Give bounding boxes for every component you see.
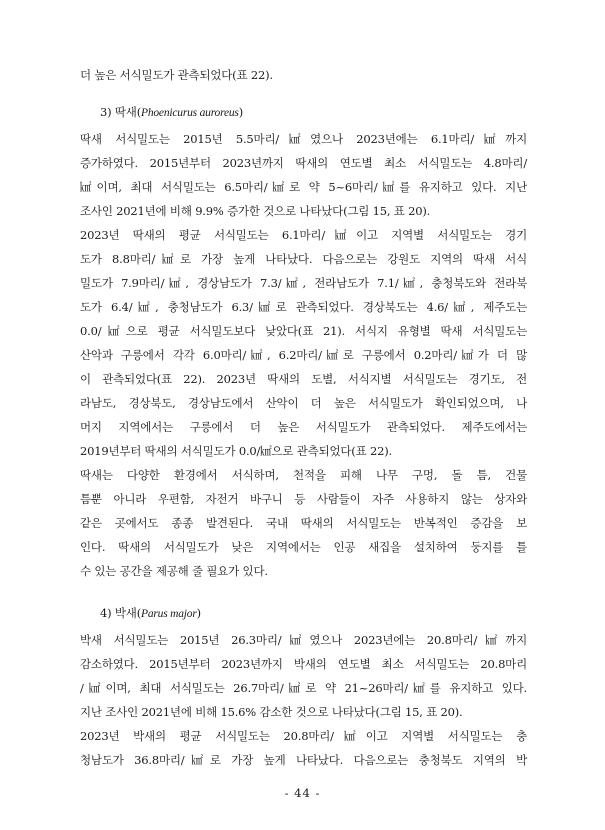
section-3-heading: 3) 딱새(Phoenicurus auroreus) — [100, 105, 243, 119]
s3-p2-line-9: 머지 지역에서는 구릉에서 더 높은 서식밀도가 관측되었다. 제주도에서는 — [80, 420, 527, 434]
s3-p3-line-4: 인다. 딱새의 서식밀도가 낮은 지역에서는 인공 새집을 설치하여 둥지를 틀 — [80, 540, 527, 554]
s3-p3-line-3: 같은 곳에서도 종종 발견된다. 국내 딱새의 서식밀도는 반복적인 증감을 보 — [80, 516, 527, 530]
s3-p3-line-1: 딱새는 다양한 환경에서 서식하며, 천적을 피해 나무 구멍, 돌 틈, 건물 — [80, 468, 527, 482]
section-3-latin: Phoenicurus auroreus — [141, 107, 239, 119]
section-4-name: 박새 — [114, 606, 137, 620]
section-3-name: 딱새 — [114, 105, 137, 119]
s3-p2-line-3: 밀도가 7.9마리/㎢, 경상남도가 7.3/㎢, 전라남도가 7.1/㎢, 충청북도와 전라북 — [80, 276, 527, 290]
s4-p1-line-1: 박새 서식밀도는 2015년 26.3마리/㎢였으나 2023년에는 20.8마리/㎢까지 — [80, 633, 527, 647]
s3-p2-line-2: 도가 8.8마리/㎢로 가장 높게 나타났다. 다음으로는 강원도 지역의 딱새 서식 — [80, 252, 527, 266]
s3-p2-line-1: 2023년 딱새의 평균 서식밀도는 6.1마리/㎢이고 지역별 서식밀도는 경기 — [80, 228, 527, 242]
s3-p2-line-7: 이 관측되었다(표 22). 2023년 딱새의 도별, 서식지별 서식밀도는 경기도, 전 — [80, 372, 527, 386]
s3-p1-line-1: 딱새 서식밀도는 2015년 5.5마리/㎢였으나 2023년에는 6.1마리/㎢까지 — [80, 132, 527, 146]
page-number: - 44 - — [284, 786, 321, 800]
s3-p2-line-4: 도가 6.4/㎢, 충청남도가 6.3/㎢로 관측되었다. 경상북도는 4.6/㎢, 제주도는 — [80, 300, 527, 314]
section-4-number: 4) — [100, 606, 112, 620]
s3-p2-line-5: 0.0/㎢으로 평균 서식밀도보다 낮았다(표 21). 서식지 유형별 딱새 서식밀도는 — [80, 324, 527, 338]
s4-p2-line-1: 2023년 박새의 평균 서식밀도는 20.8마리/㎢이고 지역별 서식밀도는 충 — [80, 729, 527, 743]
s3-p1-line-2: 증가하였다. 2015년부터 2023년까지 딱새의 연도별 최소 서식밀도는 4.8마리/ — [80, 156, 527, 170]
s3-p1-line-4: 조사인 2021년에 비해 9.9% 증가한 것으로 나타났다(그림 15, 표 20). — [80, 204, 431, 218]
s3-p3-line-2: 틈뿐 아니라 우편함, 자전거 바구니 등 사람들이 자주 사용하지 않는 상자와 — [80, 492, 527, 506]
s3-p3-line-5: 수 있는 공간을 제공해 줄 필요가 있다. — [80, 564, 268, 578]
s3-p2-line-8: 라남도, 경상북도, 경상남도에서 산악이 더 높은 서식밀도가 확인되었으며, 나 — [80, 396, 527, 410]
s3-p2-line-6: 산악과 구릉에서 각각 6.0마리/㎢, 6.2마리/㎢로 구릉에서 0.2마리/㎢가 더 많 — [80, 348, 527, 362]
s4-p1-line-4: 지난 조사인 2021년에 비해 15.6% 감소한 것으로 나타났다(그림 15, 표 20). — [80, 705, 463, 719]
intro-line: 더 높은 서식밀도가 관측되었다(표 22). — [80, 68, 273, 82]
s4-p1-line-2: 감소하였다. 2015년부터 2023년까지 박새의 연도별 최소 서식밀도는 20.8마리 — [80, 657, 527, 671]
section-4-latin: Parus major — [141, 608, 197, 620]
s3-p2-line-10: 2019년부터 딱새의 서식밀도가 0.0/㎢으로 관측되었다(표 22). — [80, 444, 392, 458]
s3-p1-line-3: ㎢이며, 최대 서식밀도는 6.5마리/㎢로 약 5~6마리/㎢를 유지하고 있다. 지난 — [80, 180, 527, 194]
section-3-number: 3) — [100, 105, 112, 119]
s4-p2-line-2: 청남도가 36.8마리/㎢로 가장 높게 나타났다. 다음으로는 충청북도 지역의 박 — [80, 753, 527, 767]
section-4-heading: 4) 박새(Parus major) — [100, 606, 201, 620]
s4-p1-line-3: /㎢이며, 최대 서식밀도는 26.7마리/㎢로 약 21~26마리/㎢를 유지하고 있다. — [80, 681, 527, 695]
